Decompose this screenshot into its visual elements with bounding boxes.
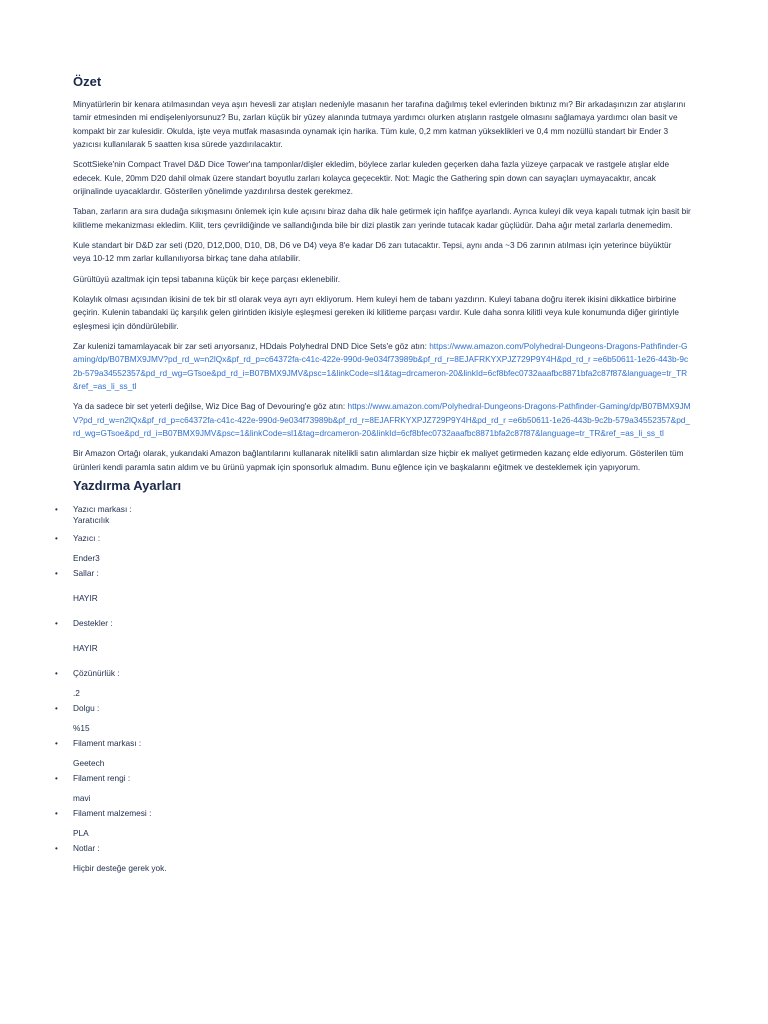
bullet-icon: •	[55, 739, 58, 749]
bullet-icon: •	[55, 844, 58, 854]
setting-value: Yaratıcılık	[73, 515, 110, 526]
bullet-icon: •	[55, 534, 58, 544]
bullet-icon: •	[55, 569, 58, 579]
setting-label: Yazıcı markası :	[73, 504, 132, 515]
bullet-icon: •	[55, 669, 58, 679]
print-settings-title: Yazdırma Ayarları	[73, 478, 182, 494]
setting-label: Destekler :	[73, 618, 113, 629]
dice-set-paragraph	[73, 340, 691, 394]
dice-set-link[interactable]: https://www.amazon.com/Polyhedral-Dungeons-Dragons-Pathfinder-Gaming/dp/B07BMX9JMV?pd_rd_w=n2lQx&pf_rd_p=c64372fa-c41c-422e-990d-9e034f73989b&pf_rd_r=8EJAFRKYXPJZ729P9Y4H&pd_rd_r =e6b50611-1e26-443b-9c2b-579a34552357&pd_rd_wg=GTsoe&pd_rd_i=B07BMX9JMV&psc=1&linkCode=sl1&tag=drcameron-20&linkId=6cf8bfec0732aaafbc8871bfa2c87f87&language=tr_TR&ref_=as_li_ss_tl	[73, 340, 689, 392]
summary-paragraph: Minyatürlerin bir kenara atılmasından veya aşırı hevesli zar atışları nedeniyle masanın her tarafına dağılmış tekel evlerinden bıktınız mı? Bir arkadaşınızın zar atışlarını tamir etmesinden mi endişeleniyorsunuz? Bu, zarları küçük bir yüzey alanında tutmaya yardımcı olurken atışların rastgele olmasını sağlamaya yardımcı olan basit ve kompakt bir zar kulesidir. Okulda, işte veya mutfak masasında oynamak için harika. Tüm kule, 0,2 mm katman yükseklikleri ve 0,4 mm nozüllü standart bir Ender 3 yazıcısı kullanılarak 5 saatten kısa sürede yazdırılacaktır.	[73, 99, 686, 150]
setting-infill	[55, 703, 691, 734]
setting-label: Yazıcı :	[73, 533, 101, 544]
dice-bag-text: Ya da sadece bir set yeterli değilse, Wiz Dice Bag of Devouring'e göz atın:	[73, 401, 348, 412]
setting-notes	[55, 843, 691, 874]
summary-paragraph: Kolaylık olması açısından ikisini de tek bir stl olarak veya ayrı ayrı ekliyorum. Hem kuleyi hem de tabanı yazdırın. Kuleyi tabana doğru iterek ikisini dikkatlice birbirine geçirin. Kulenin tabandaki üç karşılık gelen girintiden ikisiyle eşleşmesi gereken iki kilitleme parçası vardır. Kule daha sonra kilitli veya kule konumunda diğer girintiyle eşleşmesi için döndürülebilir.	[73, 293, 679, 331]
dice-bag-paragraph	[73, 400, 691, 440]
setting-value: Hiçbir desteğe gerek yok.	[73, 863, 167, 874]
affiliate-disclosure: Bir Amazon Ortağı olarak, yukarıdaki Amazon bağlantılarını kullanarak nitelikli satın alımlardan size hiçbir ek maliyet getirmeden kazanç elde ediyorum. Gösterilen tüm ürünleri kendi paramla satın aldım ve bu ürünü yapmak için sponsorluk almadım. Bunu eğlence için ve başkalarını eğitmek ve desteklemek için yapıyorum.	[73, 448, 684, 472]
setting-label: Dolgu :	[73, 703, 100, 714]
setting-value: HAYIR	[73, 593, 98, 604]
setting-printer-brand	[55, 504, 691, 526]
summary-paragraph: Gürültüyü azaltmak için tepsi tabanına küçük bir keçe parçası eklenebilir.	[73, 273, 341, 284]
setting-label: Çözünürlük :	[73, 668, 120, 679]
setting-value: Geetech	[73, 758, 105, 769]
bullet-icon: •	[55, 704, 58, 714]
setting-value: Ender3	[73, 553, 100, 564]
print-settings-list	[55, 504, 691, 874]
setting-value: %15	[73, 723, 90, 734]
setting-filament-color	[55, 773, 691, 804]
setting-label: Filament markası :	[73, 738, 142, 749]
bullet-icon: •	[55, 619, 58, 629]
setting-label: Filament rengi :	[73, 773, 131, 784]
setting-label: Filament malzemesi :	[73, 808, 152, 819]
bullet-icon: •	[55, 809, 58, 819]
setting-supports	[55, 618, 691, 654]
setting-label: Notlar :	[73, 843, 100, 854]
setting-filament-brand	[55, 738, 691, 769]
document-page	[55, 74, 691, 874]
bullet-icon: •	[55, 505, 58, 515]
setting-printer	[55, 533, 691, 564]
setting-value: PLA	[73, 828, 89, 839]
setting-value: .2	[73, 688, 80, 699]
setting-label: Sallar :	[73, 568, 99, 579]
summary-paragraph: Taban, zarların ara sıra dudağa sıkışmasını önlemek için kule açısını biraz daha dik hale getirmek için hafifçe ayarlandı. Ayrıca kuleyi dik veya kapalı tutmak için basit bir kilitleme mekanizması ekledim. Kilit, ters çevrildiğinde ve sallandığında bile bir dizi plastik zarı yerinde tutacak kadar güçlüdür. Daha ağır metal zarlarla denemedim.	[73, 206, 691, 230]
setting-resolution	[55, 668, 691, 699]
dice-bag-link[interactable]: https://www.amazon.com/Polyhedral-Dungeons-Dragons-Pathfinder-Gaming/dp/B07BMX9JMV?pd_rd_w=n2lQx&pf_rd_p=c64372fa-c41c-422e-990d-9e034f73989b&pf_rd_r=8EJAFRKYXPJZ729P9Y4H&pd_rd_r =e6b50611-1e26-443b-9c2b-579a34552357&pd_rd_wg=GTsoe&pd_rd_i=B07BMX9JMV&psc=1&linkCode=sl1&tag=drcameron-20&linkId=6cf8bfec0732aaafbc8871bfa2c87f87&language=tr_TR&ref_=as_li_ss_tl	[73, 401, 691, 439]
setting-filament-material	[55, 808, 691, 839]
summary-title: Özet	[73, 74, 102, 89]
bullet-icon: •	[55, 774, 58, 784]
setting-value: HAYIR	[73, 643, 98, 654]
setting-rafts	[55, 568, 691, 604]
dice-set-text: Zar kulenizi tamamlayacak bir zar seti arıyorsanız, HDdais Polyhedral DND Dice Sets'e göz atın:	[73, 340, 430, 351]
summary-paragraph: Kule standart bir D&D zar seti (D20, D12,D00, D10, D8, D6 ve D4) veya 8'e kadar D6 zarı tutacaktır. Tepsi, aynı anda ~3 D6 zarının atılması için yeterince büyüktür veya 10-12 mm zarlar kullanılıyorsa birkaç tane daha atılabilir.	[73, 240, 672, 264]
setting-value: mavi	[73, 793, 91, 804]
summary-paragraph: ScottSieke'nin Compact Travel D&D Dice Tower'ına tamponlar/dişler ekledim, böylece zarlar kuleden geçerken daha fazla yüzeye çarpacak ve rastgele atışlar elde edecek. Kule, 20mm D20 dahil olmak üzere standart boyutlu zarları kolayca geçecektir. Not: Magic the Gathering spin down can sayaçları uymayacaktır, ancak orijinalinde uyacaklardır. Gösterilen yönelimde yazdırılırsa destek gerekmez.	[73, 159, 670, 197]
